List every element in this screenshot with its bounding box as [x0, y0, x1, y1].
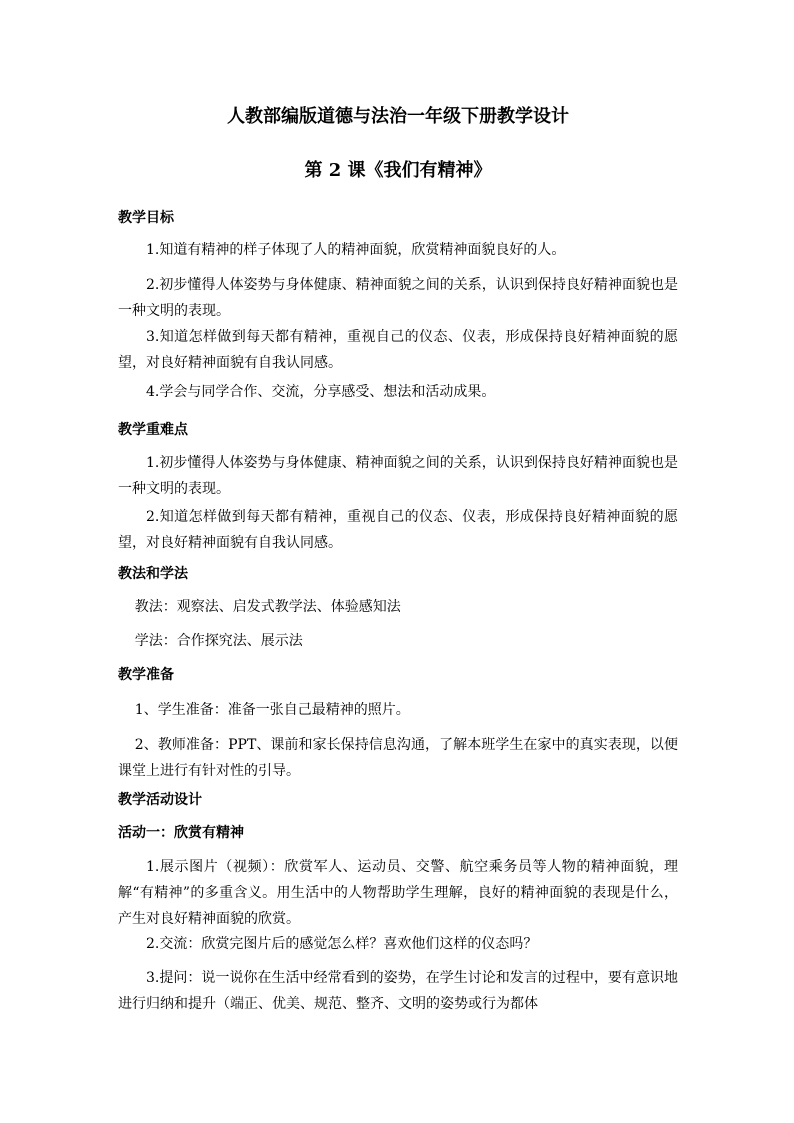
section-heading-goals: 教学目标 [118, 210, 174, 226]
activity-item: 3.提问：说一说你在生活中经常看到的姿势，在学生讨论和发言的过程中，要有意识地进行归纳和提升（端正、优美、规范、整齐、文明的姿势或行为都体 [118, 970, 678, 1012]
activity-item: 1.展示图片（视频）：欣赏军人、运动员、交警、航空乘务员等人物的精神面貌，理解“有精神”的多重含义。用生活中的人物帮助学生理解，良好的精神面貌的表现是什么，产生对良好精神面貌的欣赏。 [118, 859, 678, 927]
preparation-item: 1、学生准备：准备一张自己最精神的照片。 [134, 702, 410, 718]
activity-heading: 活动一：欣赏有精神 [118, 825, 244, 841]
preparation-item: 2、教师准备：PPT、课前和家长保持信息沟通，了解本班学生在家中的真实表现，以便课堂上进行有针对性的引导。 [118, 737, 678, 779]
section-heading-preparation: 教学准备 [118, 667, 174, 683]
key-point-item: 2.知道怎样做到每天都有精神，重视自己的仪态、仪表，形成保持良好精神面貌的愿望，对良好精神面貌有自我认同感。 [118, 509, 678, 551]
section-heading-methods: 教法和学法 [118, 566, 188, 582]
method-item: 教法：观察法、启发式教学法、体验感知法 [134, 599, 401, 615]
goal-item: 2.初步懂得人体姿势与身体健康、精神面貌之间的关系，认识到保持良好精神面貌也是一种文明的表现。 [118, 277, 678, 319]
section-heading-key-points: 教学重难点 [118, 422, 188, 438]
lesson-title: 第 2 课《我们有精神》 [304, 160, 492, 181]
document-title: 人教部编版道德与法治一年级下册教学设计 [227, 106, 569, 127]
goal-item: 4.学会与同学合作、交流，分享感受、想法和活动成果。 [146, 384, 496, 400]
section-heading-activities: 教学活动设计 [118, 792, 202, 808]
goal-item: 1.知道有精神的样子体现了人的精神面貌，欣赏精神面貌良好的人。 [146, 242, 566, 258]
key-point-item: 1.初步懂得人体姿势与身体健康、精神面貌之间的关系，认识到保持良好精神面貌也是一种文明的表现。 [118, 455, 678, 497]
goal-item: 3.知道怎样做到每天都有精神，重视自己的仪态、仪表，形成保持良好精神面貌的愿望，对良好精神面貌有自我认同感。 [118, 329, 678, 371]
method-item: 学法：合作探究法、展示法 [134, 633, 303, 649]
activity-item: 2.交流：欣赏完图片后的感觉怎么样？喜欢他们这样的仪态吗？ [146, 936, 538, 952]
